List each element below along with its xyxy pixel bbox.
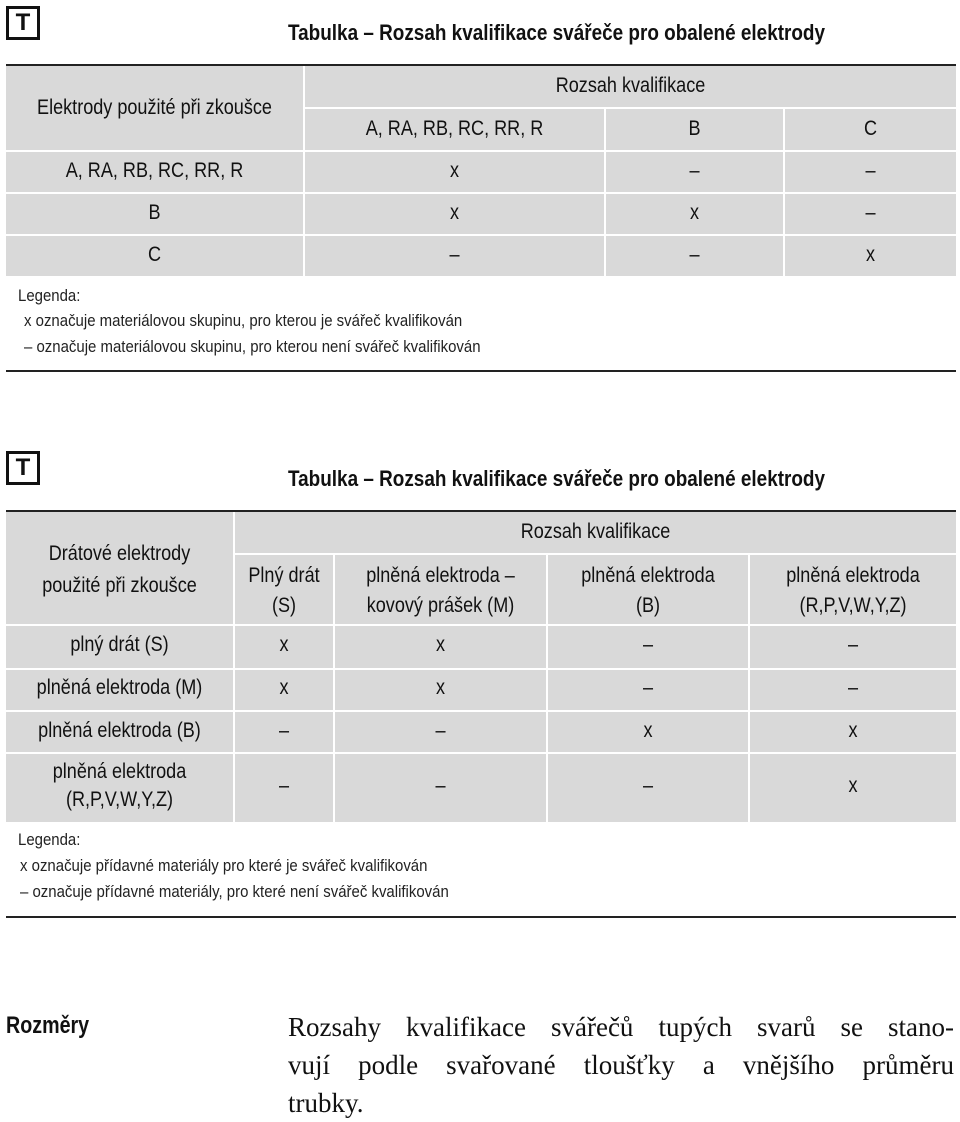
table-cell: – xyxy=(449,243,460,266)
row-label: plněná elektroda (B) xyxy=(38,719,201,742)
row-label: B xyxy=(148,201,161,224)
table-cell: x xyxy=(643,719,653,742)
table-cell: x xyxy=(279,676,289,699)
legend-line: x označuje materiálovou skupinu, pro kterou je svářeč kvalifikován xyxy=(24,311,463,330)
table-cell: – xyxy=(278,774,290,797)
table-title: Tabulka – Rozsah kvalifikace svářeče pro obalené elektrody xyxy=(288,20,826,45)
table-cell: x xyxy=(689,201,700,224)
table-cell: – xyxy=(435,774,446,797)
table-cell: – xyxy=(278,719,290,742)
row-label: (R,P,V,W,Y,Z) xyxy=(65,788,174,811)
qualification-table-2 xyxy=(6,510,956,918)
paragraph-line: Rozsahy kvalifikace svářečů tupých svarů se stano- xyxy=(288,1012,954,1042)
legend-line: – označuje přídavné materiály, pro které není svářeč kvalifikován xyxy=(20,882,449,901)
column-header: plněná elektroda xyxy=(786,564,920,587)
table-cell: – xyxy=(689,243,700,266)
table-badge: T xyxy=(6,451,40,485)
column-header: plněná elektroda xyxy=(581,564,715,587)
column-header: Plný drát xyxy=(248,564,320,587)
table-cell: – xyxy=(865,201,876,224)
table-cell: – xyxy=(642,633,654,656)
column-header: (R,P,V,W,Y,Z) xyxy=(799,594,907,617)
legend-line: x označuje přídavné materiály pro které je svářeč kvalifikován xyxy=(20,856,428,875)
column-header: (S) xyxy=(271,594,297,617)
row-label: C xyxy=(147,243,162,266)
qualification-table-1 xyxy=(6,64,956,372)
table-cell: – xyxy=(642,774,654,797)
table-cell: x xyxy=(435,633,446,656)
legend-title: Legenda: xyxy=(18,830,81,849)
table-cell: x xyxy=(279,633,289,656)
section-heading: Rozměry xyxy=(6,1012,90,1039)
table-cell: – xyxy=(435,719,446,742)
range-header: Rozsah kvalifikace xyxy=(520,520,671,543)
table-cell: x xyxy=(848,774,858,797)
row-header: Elektrody použité při zkoušce xyxy=(37,96,272,119)
table-cell: x xyxy=(848,719,858,742)
legend-line: – označuje materiálovou skupinu, pro kterou není svářeč kvalifikován xyxy=(24,337,481,356)
column-header: (B) xyxy=(635,594,661,617)
table-cell: x xyxy=(449,201,460,224)
table-cell: – xyxy=(865,159,876,182)
row-header: Drátové elektrody xyxy=(48,542,191,565)
section-paragraph xyxy=(288,1008,954,1122)
paragraph-line: trubky. xyxy=(288,1088,364,1118)
table-cell: – xyxy=(642,676,654,699)
paragraph-line: vují podle svařované tloušťky a vnějšího průměru xyxy=(288,1050,954,1080)
table-badge: T xyxy=(6,6,40,40)
row-label: plněná elektroda xyxy=(52,760,187,783)
range-header: Rozsah kvalifikace xyxy=(555,74,706,97)
column-header: A, RA, RB, RC, RR, R xyxy=(365,117,544,140)
row-label: plný drát (S) xyxy=(70,633,169,656)
row-label: plněná elektroda (M) xyxy=(36,676,203,699)
table-cell: x xyxy=(449,159,460,182)
table-cell: x xyxy=(435,676,446,699)
table-cell: – xyxy=(847,676,859,699)
column-header: B xyxy=(688,117,701,140)
table-cell: x xyxy=(865,243,876,266)
column-header: kovový prášek (M) xyxy=(366,594,515,617)
table-title: Tabulka – Rozsah kvalifikace svářeče pro obalené elektrody xyxy=(288,466,826,491)
column-header: plněná elektroda – xyxy=(366,564,515,587)
table-cell: – xyxy=(847,633,859,656)
legend-title: Legenda: xyxy=(18,286,81,305)
row-header: použité při zkoušce xyxy=(42,574,197,597)
column-header: C xyxy=(863,117,878,140)
table-cell: – xyxy=(689,159,700,182)
row-label: A, RA, RB, RC, RR, R xyxy=(65,159,244,182)
